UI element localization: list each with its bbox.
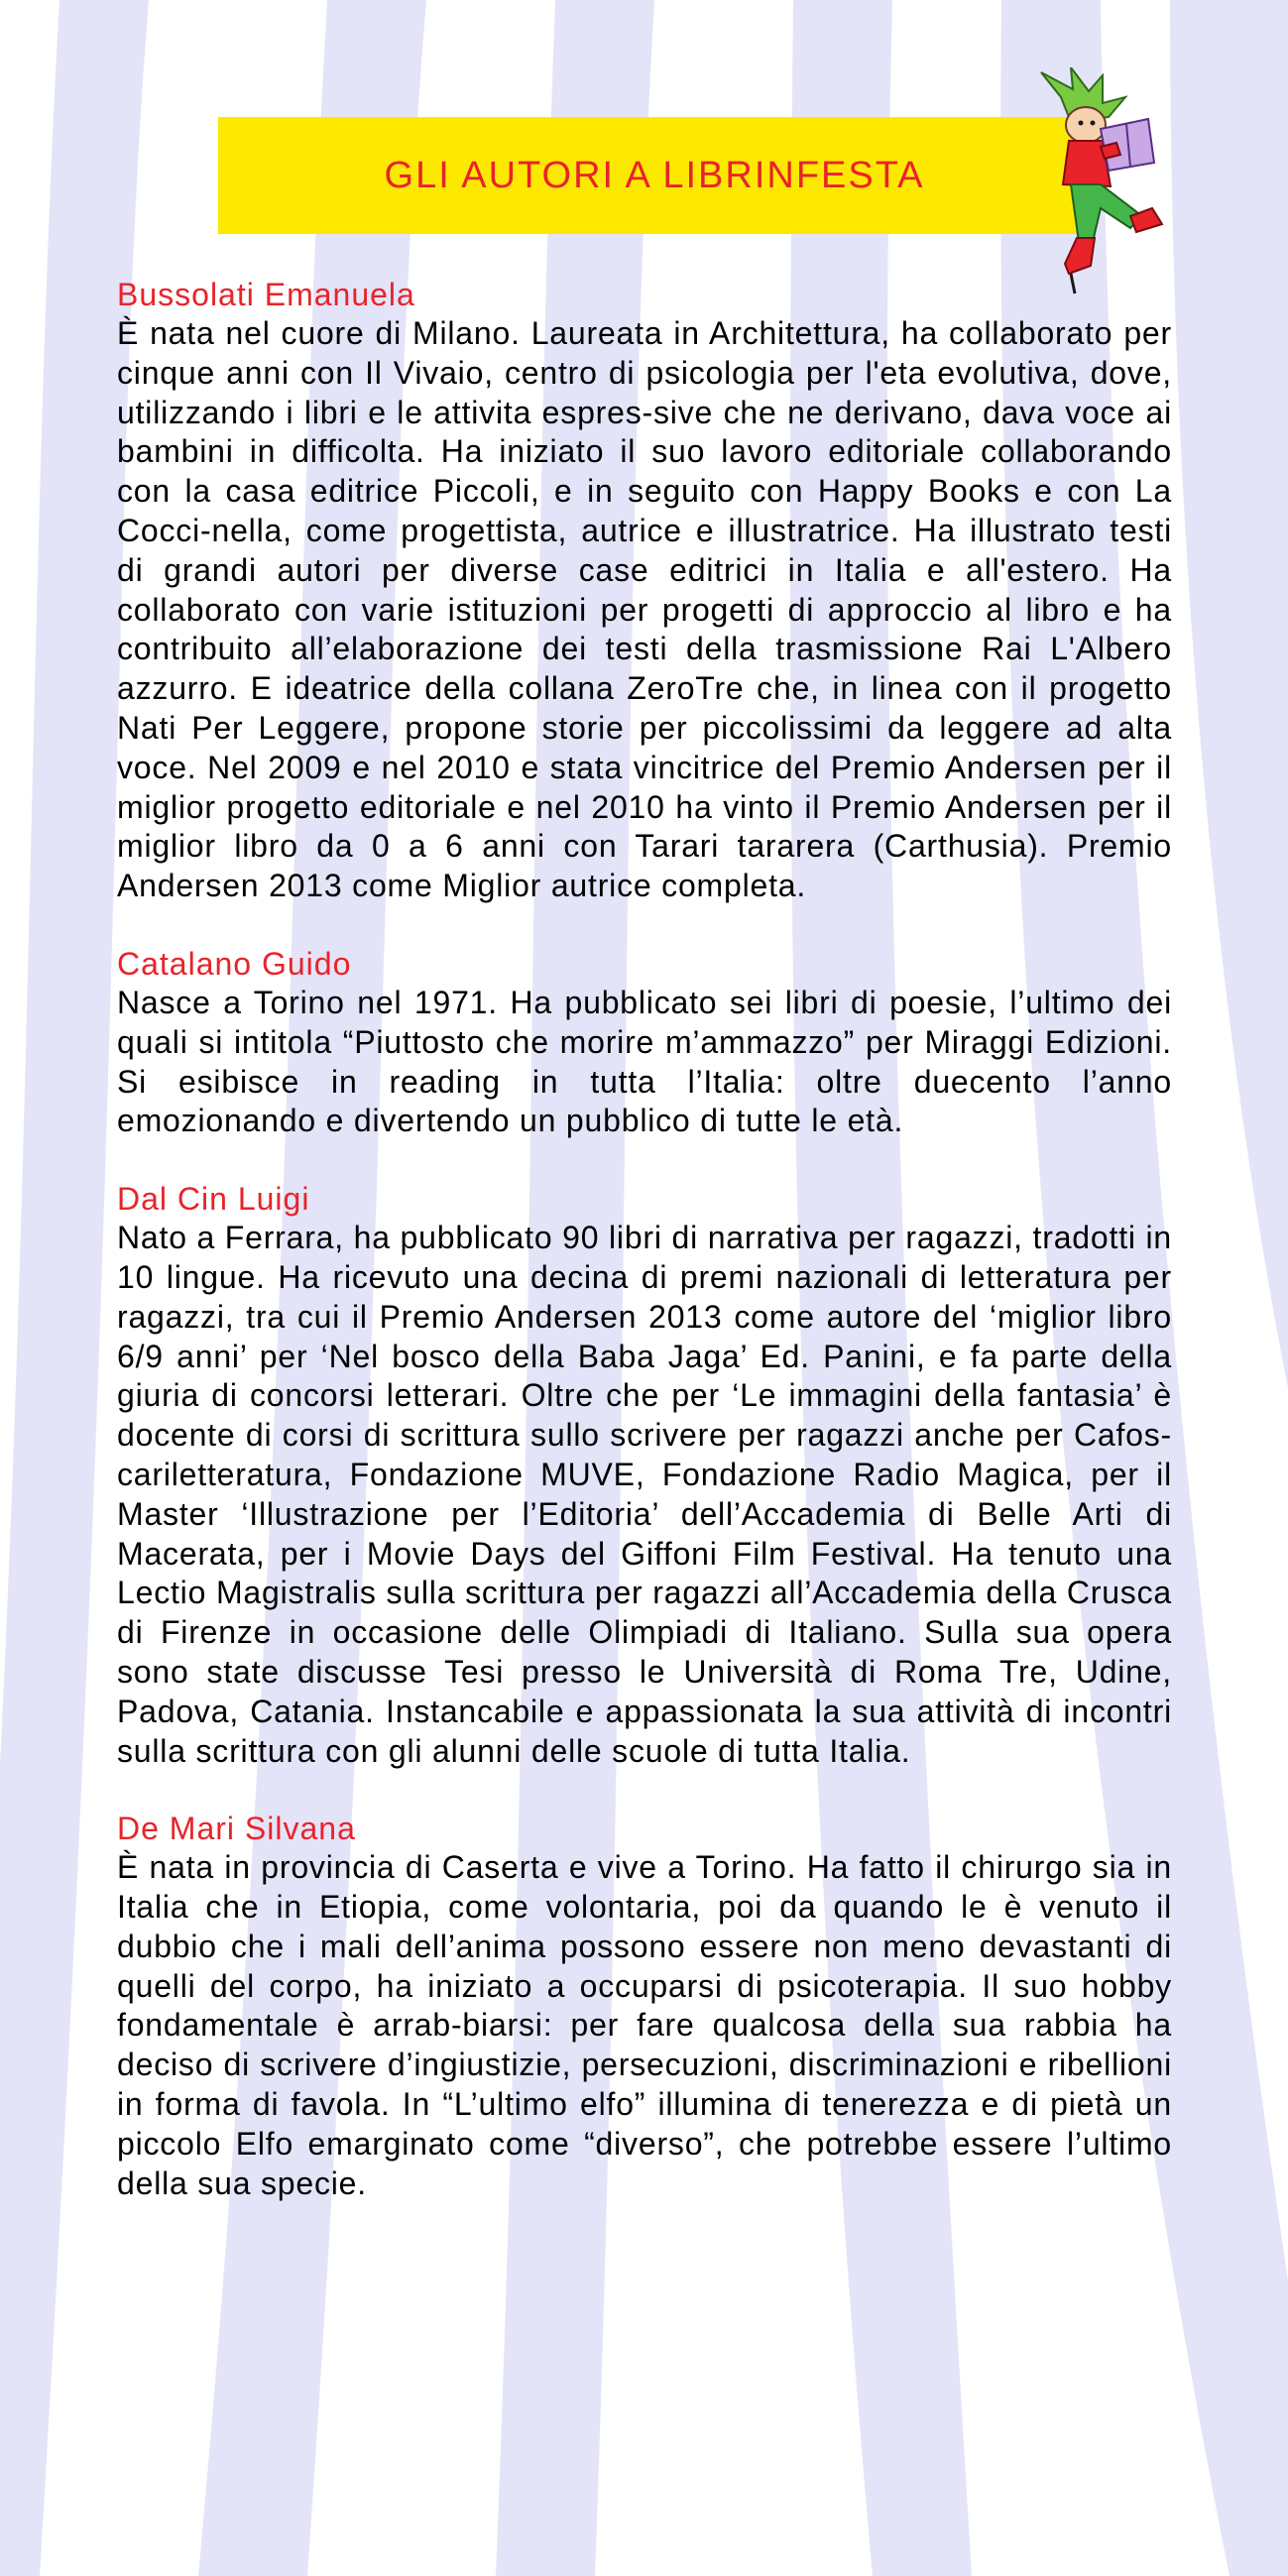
author-entry — [117, 275, 1172, 906]
author-bio: È nata nel cuore di Milano. Laureata in Architettura, ha collaborato per cinque anni con Il Vivaio, centro di psicologia per l'eta evolutiva, dove, utilizzando i libri e le attivita espres-sive che ne derivano, dava voce ai bambini in difficolta. Ha iniziato il suo lavoro editoriale collaborando con la casa editrice Piccoli, e in seguito con Happy Books e con La Cocci-nella, come progettista, autrice e illustratrice. Ha illustrato testi di grandi autori per diverse case editrici in Italia e all'estero. Ha collaborato con varie istituzioni per progetti di approccio al libro e ha contribuito all’elaborazione dei testi della trasmissione Rai L'Albero azzurro. E ideatrice della collana ZeroTre che, in linea con il progetto Nati Per Leggere, propone storie per piccolissimi da leggere ad alta voce. Nel 2009 e nel 2010 e stata vincitrice del Premio Andersen per il miglior progetto editoriale e nel 2010 ha vinto il Premio Andersen per il miglior libro da 0 a 6 anni con Tarari tararera (Carthusia). Premio Andersen 2013 come Miglior autrice completa. — [117, 315, 1172, 904]
author-bio: Nasce a Torino nel 1971. Ha pubblicato sei libri di poesie, l’ultimo dei quali si intitola “Piuttosto che morire m’ammazzo” per Miraggi Edizioni. Si esibisce in reading in tutta l’Italia: oltre duecento l’anno emozionando e divertendo un pubblico di tutte le età. — [117, 984, 1172, 1139]
page-title: GLI AUTORI A LIBRINFESTA — [384, 154, 925, 196]
reading-elf-mascot-icon — [1031, 67, 1180, 305]
author-entry — [117, 1809, 1172, 2203]
author-name: Catalano Guido — [117, 945, 352, 982]
author-entry — [117, 944, 1172, 1141]
authors-list — [117, 275, 1172, 2241]
author-bio: È nata in provincia di Caserta e vive a Torino. Ha fatto il chirurgo sia in Italia che in Etiopia, come volontaria, poi da quando le è venuto il dubbio che i mali dell’anima possono essere non meno devastanti di quelli del corpo, ha iniziato a occuparsi di psicoterapia. Il suo hobby fondamentale è arrab-biarsi: per fare qualcosa della sua rabbia ha deciso di scrivere d’ingiustizie, persecuzioni, discriminazioni e ribellioni in forma di favola. In “L’ultimo elfo” illumina di tenerezza e di pietà un piccolo Elfo emarginato come “diverso”, che potrebbe essere l’ultimo della sua specie. — [117, 1849, 1172, 2201]
author-name: De Mari Silvana — [117, 1811, 356, 1847]
author-bio: Nato a Ferrara, ha pubblicato 90 libri di narrativa per ragazzi, tradotti in 10 lingue. Ha ricevuto una decina di premi nazionali di letteratura per ragazzi, tra cui il Premio Andersen 2013 come autore del ‘miglior libro 6/9 anni’ per ‘Nel bosco della Baba Jaga’ Ed. Panini, e fa parte della giuria di concorsi letterari. Oltre che per ‘Le immagini della fantasia’ è docente di corsi di scrittura sullo scrivere per ragazzi anche per Cafos-cariletteratura, Fondazione MUVE, Fondazione Radio Magica, per il Master ‘Illustrazione per l’Editoria’ dell’Accademia di Belle Arti di Macerata, per i Movie Days del Giffoni Film Festival. Ha tenuto una Lectio Magistralis sulla scrittura per ragazzi all’Accademia della Crusca di Firenze in occasione delle Olimpiadi di Italiano. Sulla sua opera sono state discusse Tesi presso le Università di Roma Tre, Udine, Padova, Catania. Instancabile e appassionata la sua attività di incontri sulla scrittura con gli alunni delle scuole di tutta Italia. — [117, 1220, 1172, 1769]
author-name: Bussolati Emanuela — [117, 277, 415, 312]
author-name: Dal Cin Luigi — [117, 1181, 310, 1218]
author-entry — [117, 1179, 1172, 1771]
title-banner — [218, 117, 1091, 234]
